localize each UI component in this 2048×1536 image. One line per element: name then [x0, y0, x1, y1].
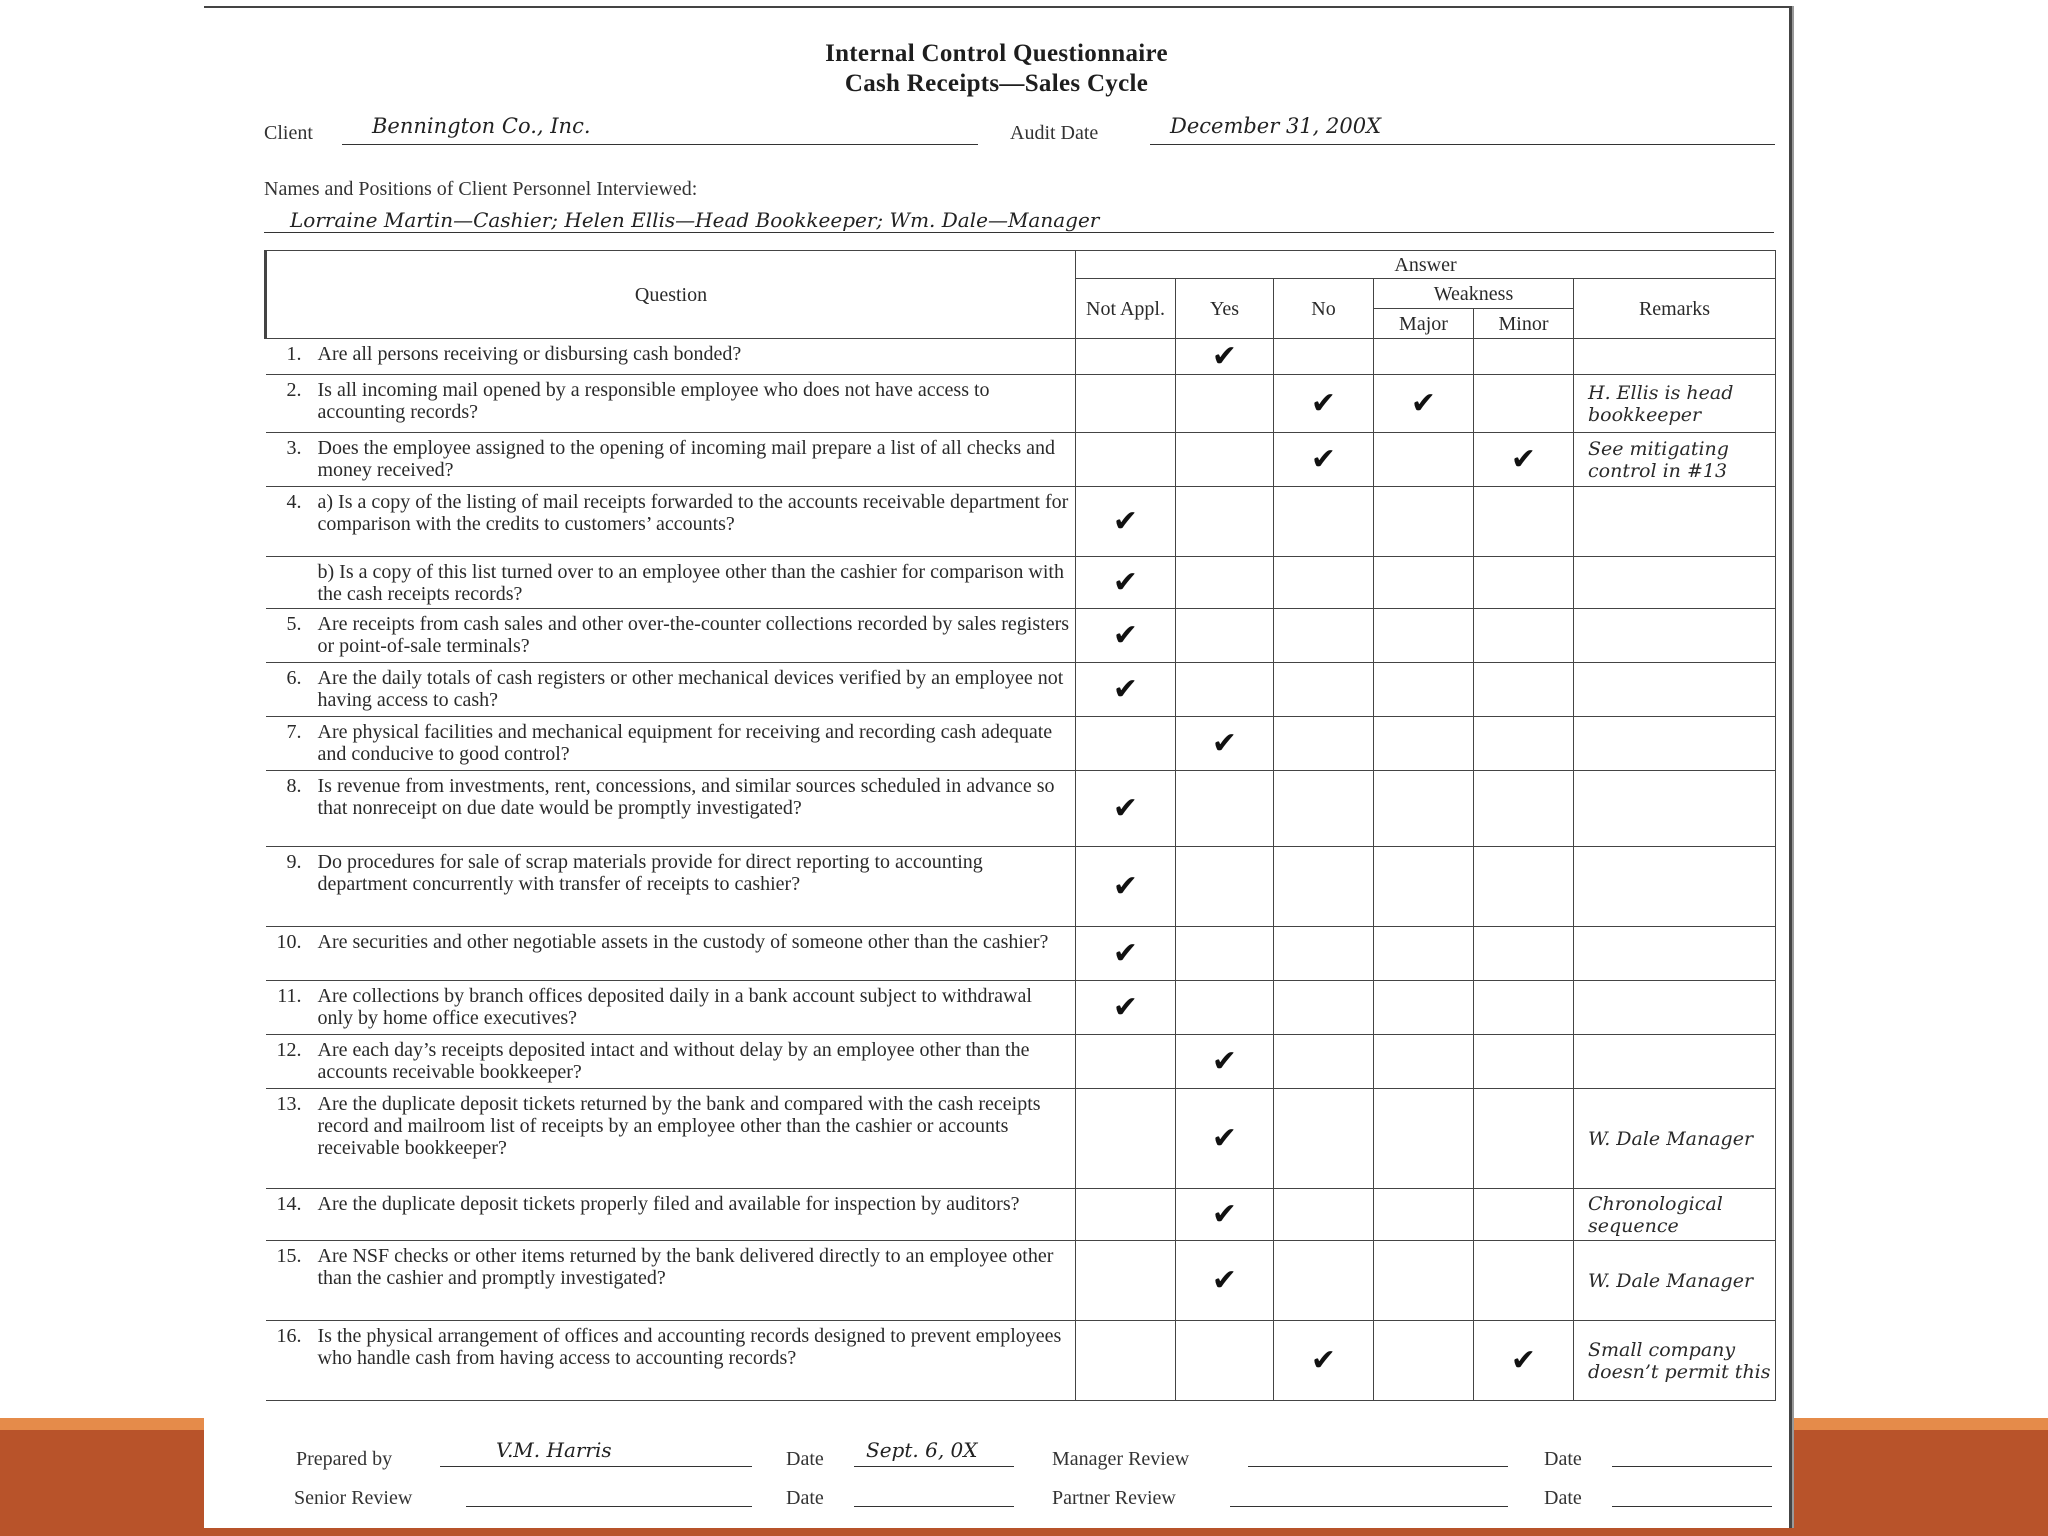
check-mark-icon: ✔ — [1112, 504, 1139, 539]
question-row — [266, 557, 1776, 609]
remarks-cell — [1574, 1089, 1776, 1189]
question-row — [266, 1189, 1776, 1241]
not-appl-cell — [1076, 663, 1176, 717]
yes-header: Yes — [1176, 279, 1274, 339]
major-cell — [1374, 487, 1474, 557]
minor-cell — [1474, 717, 1574, 771]
answer-header: Answer — [1076, 251, 1776, 279]
question-text: Are each day’s receipts deposited intact and without delay by an employee other than the accounts receivable bookkeeper? — [317, 1039, 1030, 1083]
question-number: 14. — [276, 1193, 302, 1215]
not-appl-cell — [1076, 1035, 1176, 1089]
check-mark-icon: ✔ — [1211, 726, 1238, 761]
question-cell — [266, 339, 1076, 375]
question-number: 5. — [286, 613, 302, 635]
not-appl-cell — [1076, 1241, 1176, 1321]
question-number: 16. — [276, 1325, 302, 1347]
not-appl-cell — [1076, 557, 1176, 609]
yes-cell — [1176, 1035, 1274, 1089]
remark-text: W. Dale Manager — [1588, 1269, 1754, 1292]
question-number: 11. — [277, 985, 302, 1007]
question-row — [266, 433, 1776, 487]
client-label: Client — [264, 122, 313, 144]
no-cell — [1274, 927, 1374, 981]
yes-cell — [1176, 927, 1274, 981]
yes-cell — [1176, 557, 1274, 609]
check-mark-icon: ✔ — [1510, 442, 1537, 477]
question-text: Are collections by branch offices deposited daily in a bank account subject to withdrawal only by home office executives? — [317, 985, 1032, 1029]
question-number: 1. — [286, 343, 302, 365]
major-cell — [1374, 771, 1474, 847]
remarks-cell — [1574, 375, 1776, 433]
no-cell — [1274, 847, 1374, 927]
senior-review-field — [466, 1478, 752, 1507]
major-cell — [1374, 1089, 1474, 1189]
prepared-by-label: Prepared by — [296, 1448, 393, 1470]
no-cell — [1274, 609, 1374, 663]
question-cell — [266, 771, 1076, 847]
no-cell — [1274, 1189, 1374, 1241]
minor-cell — [1474, 1089, 1574, 1189]
question-number: 15. — [276, 1245, 302, 1267]
question-row — [266, 1321, 1776, 1401]
question-cell — [266, 981, 1076, 1035]
remarks-cell — [1574, 927, 1776, 981]
personnel-value: Lorraine Martin—Cashier; Helen Ellis—Head Bookkeeper; Wm. Dale—Manager — [290, 208, 1100, 232]
question-text: Are securities and other negotiable assets in the custody of someone other than the cashier? — [317, 931, 1049, 953]
no-header: No — [1274, 279, 1374, 339]
question-text: Are receipts from cash sales and other over-the-counter collections recorded by sales registers or point-of-sale terminals? — [317, 613, 1070, 657]
question-text: Are all persons receiving or disbursing cash bonded? — [317, 343, 742, 365]
no-cell — [1274, 1321, 1374, 1401]
questionnaire-body — [266, 339, 1776, 1401]
yes-cell — [1176, 433, 1274, 487]
minor-cell — [1474, 1241, 1574, 1321]
question-row — [266, 609, 1776, 663]
client-value: Bennington Co., Inc. — [372, 114, 591, 138]
major-cell — [1374, 339, 1474, 375]
no-cell — [1274, 771, 1374, 847]
question-number: 2. — [286, 379, 302, 401]
question-text: a) Is a copy of the listing of mail receipts forwarded to the accounts receivable department for comparison with the credits to customers’ accounts? — [317, 491, 1069, 535]
check-mark-icon: ✔ — [1211, 1121, 1238, 1156]
minor-cell — [1474, 847, 1574, 927]
major-cell — [1374, 1035, 1474, 1089]
minor-header: Minor — [1474, 309, 1574, 339]
check-mark-icon: ✔ — [1211, 1044, 1238, 1079]
question-row — [266, 487, 1776, 557]
minor-cell — [1474, 1035, 1574, 1089]
not-appl-cell — [1076, 487, 1176, 557]
question-text: Is all incoming mail opened by a responsible employee who does not have access to accounting records? — [317, 379, 990, 423]
partner-date-label: Date — [1544, 1487, 1582, 1509]
prepared-by-field — [440, 1438, 752, 1467]
minor-cell — [1474, 487, 1574, 557]
yes-cell — [1176, 847, 1274, 927]
question-row — [266, 927, 1776, 981]
minor-cell — [1474, 1189, 1574, 1241]
question-text: Does the employee assigned to the opening of incoming mail prepare a list of all checks and money received? — [317, 437, 1056, 481]
senior-date-field — [854, 1478, 1014, 1507]
remarks-cell — [1574, 1035, 1776, 1089]
question-cell — [266, 847, 1076, 927]
question-row — [266, 981, 1776, 1035]
check-mark-icon: ✔ — [1112, 869, 1139, 904]
prepared-date-value: Sept. 6, 0X — [866, 1438, 978, 1462]
remarks-cell — [1574, 339, 1776, 375]
question-row — [266, 847, 1776, 927]
no-cell — [1274, 981, 1374, 1035]
yes-cell — [1176, 1241, 1274, 1321]
question-cell — [266, 1189, 1076, 1241]
not-appl-cell — [1076, 1321, 1176, 1401]
major-cell — [1374, 609, 1474, 663]
no-cell — [1274, 375, 1374, 433]
check-mark-icon: ✔ — [1310, 386, 1337, 421]
partner-review-label: Partner Review — [1052, 1487, 1176, 1509]
manager-review-field — [1248, 1438, 1508, 1467]
question-text: Are the duplicate deposit tickets returned by the bank and compared with the cash receipts record and mailroom list of receipts by an employee other than the cashier or accounts receivable bookkeeper? — [317, 1093, 1041, 1159]
remark-text: Chronological sequence — [1588, 1192, 1723, 1237]
major-cell — [1374, 847, 1474, 927]
question-text: b) Is a copy of this list turned over to an employee other than the cashier for comparison with the cash receipts records? — [317, 561, 1064, 605]
check-mark-icon: ✔ — [1112, 672, 1139, 707]
question-number: 13. — [276, 1093, 302, 1115]
check-mark-icon: ✔ — [1211, 1197, 1238, 1232]
minor-cell — [1474, 927, 1574, 981]
remarks-cell — [1574, 433, 1776, 487]
minor-cell — [1474, 557, 1574, 609]
major-cell — [1374, 927, 1474, 981]
not-appl-cell — [1076, 847, 1176, 927]
question-cell — [266, 487, 1076, 557]
minor-cell — [1474, 1321, 1574, 1401]
remarks-cell — [1574, 771, 1776, 847]
check-mark-icon: ✔ — [1112, 618, 1139, 653]
major-cell — [1374, 1241, 1474, 1321]
question-row — [266, 1089, 1776, 1189]
question-cell — [266, 1035, 1076, 1089]
question-number: 6. — [286, 667, 302, 689]
prepared-date-label: Date — [786, 1448, 824, 1470]
question-row — [266, 1035, 1776, 1089]
question-number: 10. — [276, 931, 302, 953]
question-number: 9. — [286, 851, 302, 873]
question-text: Do procedures for sale of scrap materials provide for direct reporting to accounting department concurrently with transfer of receipts to cashier? — [317, 851, 983, 895]
remarks-cell — [1574, 663, 1776, 717]
no-cell — [1274, 1035, 1374, 1089]
major-cell — [1374, 1321, 1474, 1401]
questionnaire-table — [264, 250, 1776, 1401]
check-mark-icon: ✔ — [1112, 791, 1139, 826]
major-cell — [1374, 1189, 1474, 1241]
question-cell — [266, 927, 1076, 981]
question-cell — [266, 663, 1076, 717]
question-number: 4. — [286, 491, 302, 513]
question-row — [266, 663, 1776, 717]
question-number: 8. — [286, 775, 302, 797]
question-row — [266, 717, 1776, 771]
remarks-cell — [1574, 1189, 1776, 1241]
question-text: Is revenue from investments, rent, concessions, and similar sources scheduled in advance so that nonreceipt on due date would be promptly investigated? — [317, 775, 1055, 819]
not-appl-cell — [1076, 981, 1176, 1035]
minor-cell — [1474, 981, 1574, 1035]
no-cell — [1274, 339, 1374, 375]
remarks-cell — [1574, 487, 1776, 557]
minor-cell — [1474, 339, 1574, 375]
no-cell — [1274, 1089, 1374, 1189]
remarks-cell — [1574, 1321, 1776, 1401]
prepared-date-field — [854, 1438, 1014, 1467]
remark-text: H. Ellis is head bookkeeper — [1588, 381, 1734, 426]
not-appl-cell — [1076, 433, 1176, 487]
yes-cell — [1176, 339, 1274, 375]
question-cell — [266, 717, 1076, 771]
prepared-by-value: V.M. Harris — [496, 1438, 612, 1462]
major-cell — [1374, 981, 1474, 1035]
remark-text: See mitigating control in #13 — [1588, 437, 1729, 482]
question-row — [266, 339, 1776, 375]
yes-cell — [1176, 1321, 1274, 1401]
personnel-field — [264, 206, 1774, 233]
personnel-label: Names and Positions of Client Personnel Interviewed: — [264, 178, 698, 200]
client-field — [342, 112, 978, 145]
remarks-cell — [1574, 609, 1776, 663]
minor-cell — [1474, 771, 1574, 847]
audit-date-field — [1150, 112, 1775, 145]
check-mark-icon: ✔ — [1310, 1343, 1337, 1378]
question-text: Are the daily totals of cash registers or other mechanical devices verified by an employee not having access to cash? — [317, 667, 1064, 711]
major-cell — [1374, 557, 1474, 609]
question-cell — [266, 609, 1076, 663]
not-appl-cell — [1076, 717, 1176, 771]
check-mark-icon: ✔ — [1112, 565, 1139, 600]
not-appl-cell — [1076, 771, 1176, 847]
not-appl-cell — [1076, 927, 1176, 981]
question-cell — [266, 375, 1076, 433]
check-mark-icon: ✔ — [1510, 1343, 1537, 1378]
yes-cell — [1176, 981, 1274, 1035]
remarks-header: Remarks — [1574, 279, 1776, 339]
question-text: Are the duplicate deposit tickets properly filed and available for inspection by auditors? — [317, 1193, 1020, 1215]
form-subtitle: Cash Receipts—Sales Cycle — [844, 70, 1149, 97]
major-cell — [1374, 433, 1474, 487]
yes-cell — [1176, 375, 1274, 433]
not-appl-cell — [1076, 375, 1176, 433]
question-text: Is the physical arrangement of offices and accounting records designed to prevent employees who handle cash from having access to accounting records? — [317, 1325, 1062, 1369]
question-number: 12. — [276, 1039, 302, 1061]
no-cell — [1274, 663, 1374, 717]
manager-date-field — [1612, 1438, 1772, 1467]
question-cell — [266, 1321, 1076, 1401]
question-row — [266, 771, 1776, 847]
remarks-cell — [1574, 847, 1776, 927]
no-cell — [1274, 1241, 1374, 1321]
question-text: Are physical facilities and mechanical equipment for receiving and recording cash adequate and conducive to good control? — [317, 721, 1053, 765]
question-text: Are NSF checks or other items returned by the bank delivered directly to an employee other than the cashier and promptly investigated? — [317, 1245, 1054, 1289]
question-cell — [266, 433, 1076, 487]
remark-text: W. Dale Manager — [1588, 1127, 1754, 1150]
check-mark-icon: ✔ — [1310, 442, 1337, 477]
remark-text: Small company doesn’t permit this — [1588, 1338, 1771, 1383]
weakness-header: Weakness — [1374, 279, 1574, 309]
minor-cell — [1474, 433, 1574, 487]
check-mark-icon: ✔ — [1211, 1263, 1238, 1298]
question-header: Question — [266, 251, 1076, 339]
yes-cell — [1176, 1189, 1274, 1241]
remarks-cell — [1574, 1241, 1776, 1321]
no-cell — [1274, 433, 1374, 487]
senior-review-label: Senior Review — [294, 1487, 413, 1509]
question-number: 3. — [286, 437, 302, 459]
question-number: 7. — [286, 721, 302, 743]
question-row — [266, 375, 1776, 433]
remarks-cell — [1574, 981, 1776, 1035]
audit-date-value: December 31, 200X — [1170, 114, 1382, 138]
no-cell — [1274, 717, 1374, 771]
major-cell — [1374, 375, 1474, 433]
form-title: Internal Control Questionnaire — [825, 40, 1168, 67]
yes-cell — [1176, 487, 1274, 557]
partner-review-field — [1230, 1478, 1508, 1507]
yes-cell — [1176, 609, 1274, 663]
check-mark-icon: ✔ — [1112, 990, 1139, 1025]
major-cell — [1374, 717, 1474, 771]
senior-date-label: Date — [786, 1487, 824, 1509]
check-mark-icon: ✔ — [1211, 339, 1238, 374]
minor-cell — [1474, 663, 1574, 717]
question-cell — [266, 1241, 1076, 1321]
check-mark-icon: ✔ — [1112, 936, 1139, 971]
major-header: Major — [1374, 309, 1474, 339]
manager-date-label: Date — [1544, 1448, 1582, 1470]
yes-cell — [1176, 1089, 1274, 1189]
yes-cell — [1176, 717, 1274, 771]
questionnaire-page — [204, 6, 1792, 1528]
question-cell — [266, 1089, 1076, 1189]
question-cell — [266, 557, 1076, 609]
no-cell — [1274, 487, 1374, 557]
yes-cell — [1176, 663, 1274, 717]
not-appl-header: Not Appl. — [1076, 279, 1176, 339]
yes-cell — [1176, 771, 1274, 847]
minor-cell — [1474, 609, 1574, 663]
remarks-cell — [1574, 717, 1776, 771]
not-appl-cell — [1076, 1089, 1176, 1189]
not-appl-cell — [1076, 1189, 1176, 1241]
manager-review-label: Manager Review — [1052, 1448, 1190, 1470]
remarks-cell — [1574, 557, 1776, 609]
partner-date-field — [1612, 1478, 1772, 1507]
no-cell — [1274, 557, 1374, 609]
major-cell — [1374, 663, 1474, 717]
not-appl-cell — [1076, 609, 1176, 663]
minor-cell — [1474, 375, 1574, 433]
check-mark-icon: ✔ — [1410, 386, 1437, 421]
question-row — [266, 1241, 1776, 1321]
audit-date-label: Audit Date — [1010, 122, 1099, 144]
not-appl-cell — [1076, 339, 1176, 375]
